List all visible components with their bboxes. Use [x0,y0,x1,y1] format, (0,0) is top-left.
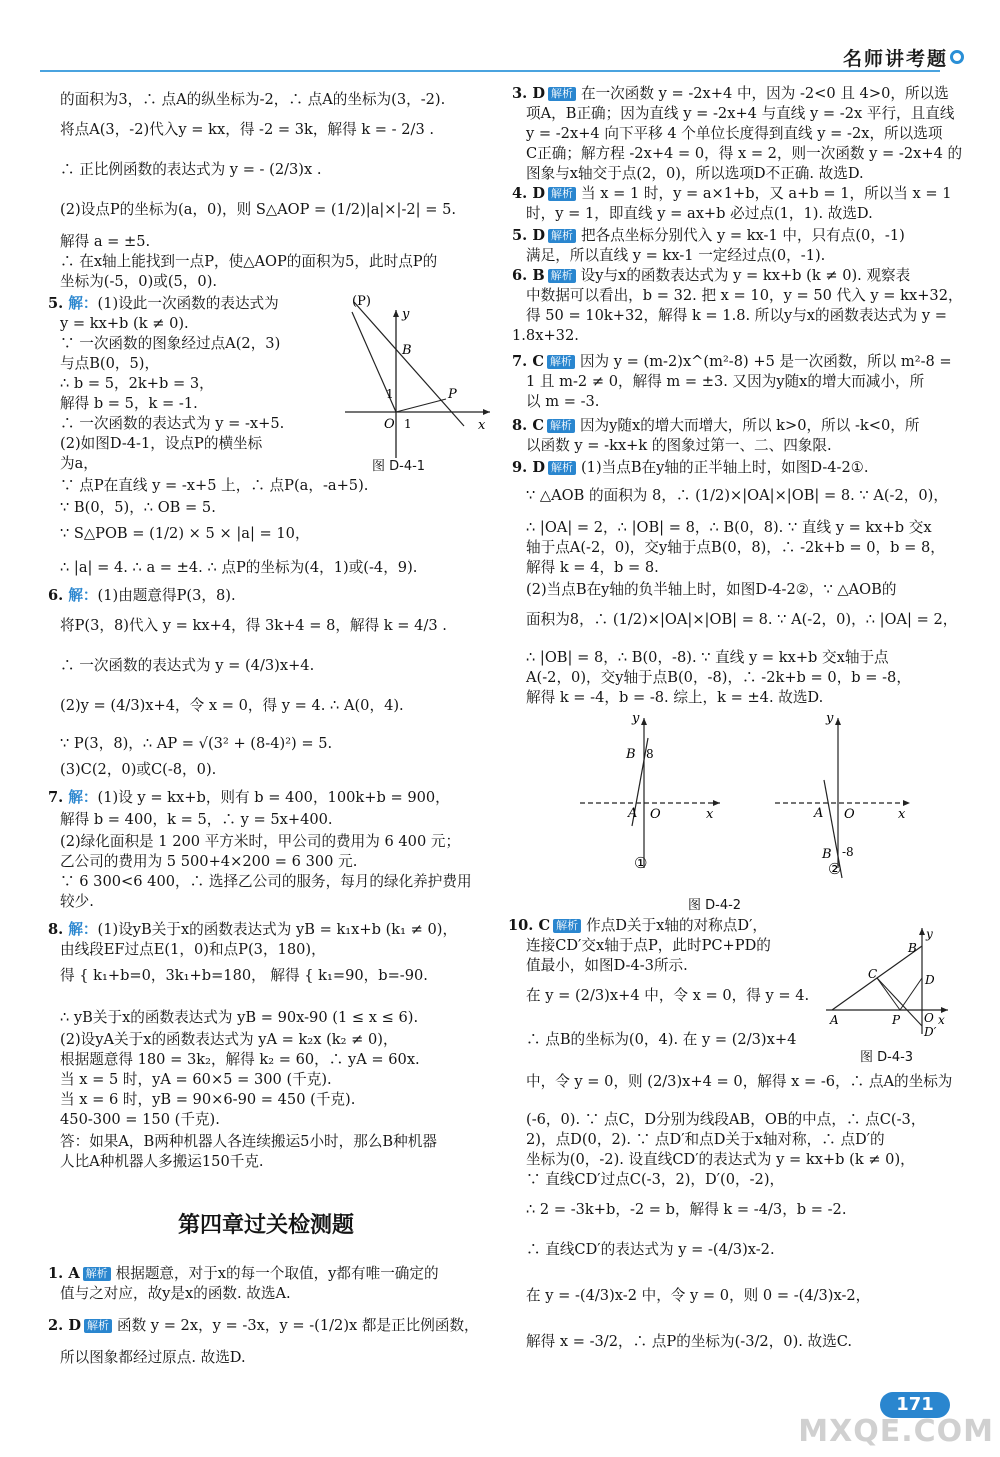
text-line: ∴ 一次函数的表达式为 y = (4/3)x+4. [60,657,315,674]
fig1-label-one-x: 1 [404,417,412,431]
text-line: y = -2x+4 向下平移 4 个单位长度得到直线 y = -2x，所以选项 [526,125,943,142]
text-line: 解得 a = ±5. [60,233,151,250]
text-line: 的面积为3，∴ 点A的纵坐标为-2，∴ 点A的坐标为(3，-2). [60,91,446,108]
text-line: 中，令 y = 0，则 (2/3)x+4 = 0，解得 x = -6，∴ 点A的坐标为 [526,1073,953,1090]
text-line: 值与之对应，故y是x的函数. 故选A. [60,1285,291,1302]
figure-d-4-3 [822,922,952,1037]
text-line: 值最小，如图D-4-3所示. [526,957,688,974]
text-line: 1.8x+32. [512,327,579,344]
figure-d-4-1-caption: 图 D-4-1 [372,459,426,474]
text-line: 6. B 解析 设y与x的函数表达式为 y = kx+b (k ≠ 0). 观察表 [512,267,911,284]
fig2a-label-y: y [632,711,640,726]
text-line: (2)绿化面积是 1 200 平方米时，甲公司的费用为 6 400 元； [60,833,461,850]
text-line: y = kx+b (k ≠ 0). [60,315,189,332]
fig2b-label-b: B [822,847,832,862]
text-line: ∴ 在x轴上能找到一点P，使△AOP的面积为5，此时点P的 [60,253,438,270]
circle-icon [950,50,964,64]
fig2a-label-o: O [650,807,661,822]
text-line: 2. D 解析 函数 y = 2x，y = -3x，y = -(1/2)x 都是正比例函数， [48,1317,479,1334]
text-line: 所以图象都经过原点. 故选D. [60,1349,246,1366]
text-line: ∵ 一次函数的图象经过点A(2，3) [60,335,281,352]
book-brand: 名师讲考题 [842,48,948,70]
text-line: ∴ 2 = -3k+b，-2 = b，解得 k = -4/3，b = -2. [526,1201,847,1218]
text-line: 6. 解：(1)由题意得P(3，8). [48,587,236,604]
text-line: 时，y = 1，即直线 y = ax+b 必过点(1，1). 故选D. [526,205,873,222]
text-line: 解得 k = 4，b = 8. [526,559,659,576]
text-line: 答：如果A，B两种机器人各连续搬运5小时，那么B种机器 [60,1133,437,1150]
text-line: 7. C 解析 因为 y = (m-2)x^(m²-8) +5 是一次函数，所以 m²-8 = [512,353,952,370]
fig3-label-p: P [892,1013,901,1027]
analysis-tag: 解析 [548,187,576,201]
text-line: 坐标为(-5，0)或(5，0). [60,273,218,290]
text-line: 解得 b = 5，k = -1. [60,395,198,412]
text-line: (2)设yA关于x的函数表达式为 yA = k₂x (k₂ ≠ 0)， [60,1031,398,1048]
text-line: (2)如图D-4-1，设点P的横坐标 [60,435,263,452]
text-line: ∴ 一次函数的表达式为 y = -x+5. [60,415,285,432]
analysis-tag: 解析 [547,355,575,369]
text-line: ∴ |a| = 4. ∴ a = ±4. ∴ 点P的坐标为(4，1)或(-4，9). [60,559,418,576]
fig3-label-d: D [925,973,935,987]
text-line: 在 y = (2/3)x+4 中，令 x = 0，得 y = 4. [526,987,810,1004]
fig1-label-o: O [384,417,395,432]
fig2b-label-a: A [814,806,824,821]
analysis-tag: 解析 [83,1267,111,1281]
analysis-tag: 解析 [548,269,576,283]
text-line: ∴ |OA| = 2，∴ |OB| = 8，∴ B(0，8). ∵ 直线 y = kx+b 交x [526,519,932,536]
text-line: 人比A种机器人多搬运150千克. [60,1153,264,1170]
analysis-tag: 解析 [547,419,575,433]
text-line: 项A，B正确；因为直线 y = -2x+4 与直线 y = -2x 平行，且直线 [526,105,955,122]
page-header [0,0,1000,80]
text-line: 将P(3，8)代入 y = kx+4，得 3k+4 = 8，解得 k = 4/3 . [60,617,447,634]
fig3-label-c: C [868,967,878,981]
text-line: 解得 b = 400，k = 5，∴ y = 5x+400. [60,811,333,828]
analysis-tag: 解析 [84,1319,112,1333]
text-line: 4. D 解析 当 x = 1 时，y = a×1+b，又 a+b = 1，所以当 x = 1 [512,185,952,202]
text-line: 当 x = 6 时，yB = 90×6-90 = 450 (千克). [60,1091,356,1108]
watermark: MXQE.COM [798,1414,994,1449]
text-line: 以函数 y = -kx+k 的图象过第一、二、四象限. [526,437,832,454]
text-line: 中数据可以看出，b = 32. 把 x = 10，y = 50 代入 y = kx+32， [526,287,963,304]
text-line: 450-300 = 150 (千克). [60,1111,220,1128]
text-line: 1 且 m-2 ≠ 0，解得 m = ±3. 又因为y随x的增大而减小，所 [526,373,925,390]
fig2a-sub-label: ① [634,854,648,872]
text-line: (2)y = (4/3)x+4，令 x = 0，得 y = 4. ∴ A(0，4). [60,697,404,714]
figure-d-4-1 [340,290,500,465]
fig1-label-x: x [478,418,486,433]
text-line: 10. C 解析 作点D关于x轴的对称点D′， [508,917,767,934]
text-line: 面积为8，∴ (1/2)×|OA|×|OB| = 8. ∵ A(-2，0)，∴ |OA| = 2， [526,611,958,628]
fig2a-label-8: 8 [646,747,654,761]
text-line: 当 x = 5 时，yA = 60×5 = 300 (千克). [60,1071,332,1088]
text-line: 图象与x轴交于点(2，0)，所以选项D不正确. 故选D. [526,165,864,182]
text-line: 满足，所以直线 y = kx-1 一定经过点(0，-1). [526,247,826,264]
fig3-label-o: O [924,1011,934,1025]
text-line: 得 { k₁+b=0，3k₁+b=180， 解得 { k₁=90，b=-90. [60,967,428,984]
fig3-label-x: x [938,1013,945,1027]
text-line: ∵ △AOB 的面积为 8，∴ (1/2)×|OA|×|OB| = 8. ∵ A(-2，0)， [526,487,948,504]
text-line: 9. D 解析 (1)当点B在y轴的正半轴上时，如图D-4-2①. [512,459,869,476]
text-line: 7. 解：(1)设 y = kx+b，则有 b = 400，100k+b = 900， [48,789,450,806]
header-divider [40,70,940,72]
text-line: 解得 x = -3/2，∴ 点P的坐标为(-3/2，0). 故选C. [526,1333,853,1350]
fig2b-sub-label: ② [828,860,842,878]
text-line: ∴ 正比例函数的表达式为 y = - (2/3)x . [60,161,322,178]
text-line: 8. C 解析 因为y随x的增大而增大，所以 k>0，所以 -k<0，所 [512,417,920,434]
text-line: (2)当点B在y轴的负半轴上时，如图D-4-2②，∵ △AOB的 [526,581,897,598]
text-line: (3)C(2，0)或C(-8，0). [60,761,217,778]
text-line: (2)设点P的坐标为(a，0)，则 S△AOP = (1/2)|a|×|-2| = 5. [60,201,457,218]
text-line: 在 y = -(4/3)x-2 中，令 y = 0，则 0 = -(4/3)x-2， [526,1287,871,1304]
fig2b-label-o: O [844,807,855,822]
fig2a-label-a: A [628,806,638,821]
text-line: 乙公司的费用为 5 500+4×200 = 6 300 元. [60,853,358,870]
text-line: ∵ S△POB = (1/2) × 5 × |a| = 10， [60,525,310,542]
text-line: 5. D 解析 把各点坐标分别代入 y = kx-1 中，只有点(0，-1) [512,227,905,244]
text-line: 3. D 解析 在一次函数 y = -2x+4 中，因为 -2<0 且 4>0，所以选 [512,85,949,102]
text-line: ∵ 直线CD′过点C(-3，2)，D′(0，-2)， [526,1171,785,1188]
text-line: 8. 解：(1)设yB关于x的函数表达式为 yB = k₁x+b (k₁ ≠ 0)， [48,921,458,938]
text-line: 5. 解：(1)设此一次函数的表达式为 [48,295,279,312]
text-line: ∴ b = 5，2k+b = 3， [60,375,214,392]
text-line: 轴于点A(-2，0)，交y轴于点B(0，8)，∴ -2k+b = 0，b = 8， [526,539,945,556]
text-line: 较少. [60,893,94,910]
text-line: 1. A 解析 根据题意，对于x的每一个取值，y都有唯一确定的 [48,1265,439,1282]
text-line: ∴ 点B的坐标为(0，4). 在 y = (2/3)x+4 [526,1031,797,1048]
fig1-label-b: B [402,343,412,358]
text-line: 得 50 = 10k+32，解得 k = 1.8. 所以y与x的函数表达式为 y = [526,307,947,324]
text-line: 由线段EF过点E(1，0)和点P(3，180)， [60,941,326,958]
text-line: 坐标为(0，-2). 设直线CD′的表达式为 y = kx+b (k ≠ 0)， [526,1151,915,1168]
analysis-tag: 解析 [553,919,581,933]
section-title: 第四章过关检测题 [178,1213,355,1238]
fig1-label-p: P [448,387,457,402]
fig2b-label-x: x [898,807,906,822]
figure-d-4-3-caption: 图 D-4-3 [860,1050,914,1065]
analysis-tag: 解析 [548,87,576,101]
text-line: ∴ yB关于x的函数表达式为 yB = 90x-90 (1 ≤ x ≤ 6). [60,1009,419,1026]
text-line: 以 m = -3. [526,393,600,410]
fig3-label-b: B [908,941,917,955]
text-line: (-6，0). ∵ 点C，D分别为线段AB，OB的中点，∴ 点C(-3， [526,1111,926,1128]
fig3-label-d-prime: D′ [924,1025,937,1037]
text-line: ∵ 6 300<6 400，∴ 选择乙公司的服务，每月的绿化养护费用 [60,873,472,890]
figure-d-4-2-caption: 图 D-4-2 [688,898,742,913]
text-line: 为a， [60,455,98,472]
text-line: 与点B(0，5)， [60,355,160,372]
fig1-label-one-y: 1 [386,387,394,401]
text-line: C正确；解方程 -2x+4 = 0，得 x = 2，则一次函数 y = -2x+4 的 [526,145,963,162]
page-number: 171 [880,1392,950,1418]
text-line: 2)，点D(0，2). ∵ 点D′和点D关于x轴对称，∴ 点D′的 [526,1131,885,1148]
fig3-label-a: A [830,1013,839,1027]
text-line: ∵ 点P在直线 y = -x+5 上，∴ 点P(a，-a+5). [60,477,369,494]
text-line: ∴ 直线CD′的表达式为 y = -(4/3)x-2. [526,1241,775,1258]
analysis-tag: 解析 [548,461,576,475]
fig2a-label-b: B [626,747,636,762]
text-line: 连接CD′交x轴于点P，此时PC+PD的 [526,937,771,954]
text-line: 解得 k = -4，b = -8. 综上，k = ±4. 故选D. [526,689,824,706]
text-line: ∵ P(3，8)，∴ AP = √(3² + (8-4)²) = 5. [60,735,333,752]
text-line: ∵ B(0，5)，∴ OB = 5. [60,499,216,516]
fig1-label-y: y [402,307,410,322]
text-line: A(-2，0)，交y轴于点B(0，-8)，∴ -2k+b = 0，b = -8， [526,669,911,686]
fig3-label-y: y [926,927,933,941]
analysis-tag: 解析 [548,229,576,243]
text-line: ∴ |OB| = 8，∴ B(0，-8). ∵ 直线 y = kx+b 交x轴于点 [526,649,889,666]
figure-d-4-2 [570,708,920,883]
fig2b-label-neg8: -8 [842,845,854,859]
fig1-label-p-paren: (P) [352,294,371,309]
fig2b-label-y: y [826,711,834,726]
fig2a-label-x: x [706,807,714,822]
text-line: 将点A(3，-2)代入y = kx，得 -2 = 3k，解得 k = - 2/3 . [60,121,435,138]
text-line: 根据题意得 180 = 3k₂，解得 k₂ = 60，∴ yA = 60x. [60,1051,420,1068]
